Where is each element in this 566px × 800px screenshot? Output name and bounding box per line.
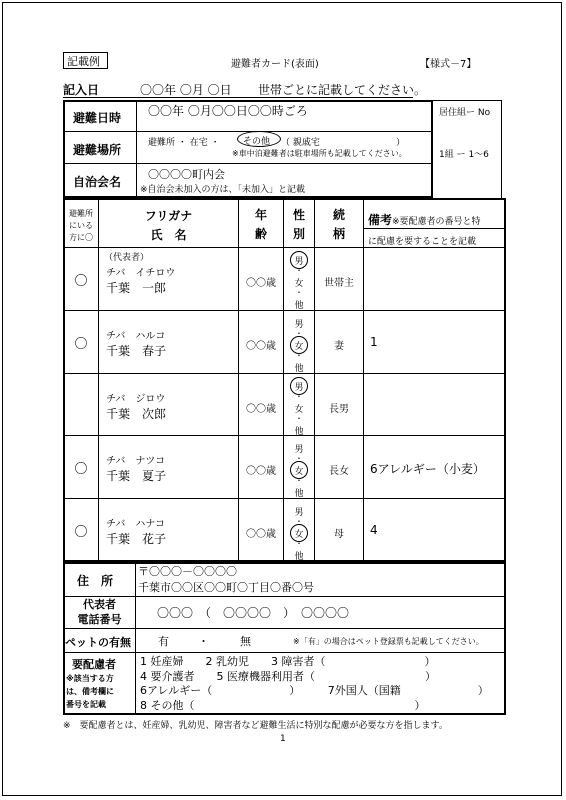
evac-place-options: 避難所 ・ 在宅 ・ — [148, 138, 220, 148]
sex-option: 他 — [294, 427, 304, 437]
district-label: 居住組ー No — [439, 108, 491, 118]
sex-selected-circle — [290, 336, 308, 354]
pet-note: ※「有」の場合はペット登録票も記載してください。 — [293, 637, 484, 646]
pet-yes: 有 — [158, 635, 169, 648]
sex-separator: ・ — [295, 329, 303, 338]
sex-option: 女 — [294, 405, 304, 415]
sex-separator: ・ — [295, 392, 303, 401]
sex-option: 男 — [294, 320, 304, 330]
care-label: 要配慮者 — [72, 658, 116, 671]
sex-option: 女 — [294, 342, 304, 352]
evac-place-other: （ 親戚宅 — [281, 138, 320, 148]
member-relation: 世帯主 — [324, 278, 354, 289]
member-kana: チバ ハルコ — [106, 331, 166, 342]
sex-separator: ・ — [295, 288, 303, 297]
sex-separator: ・ — [295, 351, 303, 360]
sex-option: 男 — [294, 383, 304, 393]
sex-option: 男 — [294, 257, 304, 267]
page-number: 1 — [280, 734, 286, 744]
sex-separator: ・ — [295, 539, 303, 548]
header-name: 氏 名 — [150, 228, 187, 242]
sex-selected-circle — [290, 524, 308, 542]
member-kana: チバ ハナコ — [106, 519, 165, 530]
header-remarks: 備考※要配慮者の番号と特 — [368, 213, 481, 227]
evac-place-label: 避難場所 — [73, 143, 122, 157]
sex-option: 女 — [294, 467, 304, 477]
header-at-shelter: 避難所 にいる 方に〇 — [69, 209, 93, 242]
member-remarks: 4 — [370, 523, 378, 537]
member-name: 千葉 一郎 — [106, 281, 167, 295]
header-sex: 性 別 — [292, 208, 305, 241]
member-relation: 妻 — [334, 341, 344, 352]
member-remarks: 6アレルギー（小麦） — [370, 462, 485, 476]
member-name: 千葉 夏子 — [106, 469, 167, 483]
member-relation: 長男 — [329, 404, 349, 415]
member-age: 〇〇歳 — [246, 466, 276, 477]
pet-dot: ・ — [198, 635, 209, 648]
representative-tag: （代表者） — [104, 253, 150, 263]
sex-separator: ・ — [295, 414, 303, 423]
association-note: ※自治会未加入の方は、「未加入」と記載 — [140, 185, 306, 195]
member-kana: チバ イチロウ — [106, 268, 176, 279]
district-value: 1組 ー 1～6 — [439, 150, 489, 160]
member-relation: 母 — [334, 529, 344, 540]
pet-no: 無 — [240, 635, 251, 648]
header-remarks-note: に配慮を要することを記載 — [368, 237, 477, 247]
member-name: 千葉 春子 — [106, 344, 167, 358]
evac-date-label: 避難日時 — [73, 111, 122, 125]
entry-date-value: 〇〇年 〇月 〇日 — [140, 83, 232, 97]
care-options: 1 妊産婦 2 乳幼児 3 障害者（ ） 4 要介護者 5 医療機器利用者（ ） 6アレルギー（ ） 7外国人（国籍 ） 8 その他（ ） — [140, 655, 489, 712]
evac-place-note: ※車中泊避難者は駐車場所も記載してください。 — [232, 149, 407, 158]
member-name: 千葉 花子 — [106, 532, 167, 546]
example-label: 記載例 — [67, 55, 100, 68]
footnote: ※ 要配慮者とは、妊産婦、乳幼児、障害者など避難生活に特別な配慮が必要な方を指します。 — [63, 721, 448, 731]
pet-label: ペットの有無 — [65, 636, 131, 649]
sex-selected-circle — [290, 461, 308, 479]
sex-separator: ・ — [295, 454, 303, 463]
entry-date-instruction: 世帯ごとに記載してください。 — [258, 83, 427, 97]
sex-option: 男 — [294, 508, 304, 518]
association-value: 〇〇〇〇町内会 — [148, 168, 225, 181]
header-age: 年 齢 — [254, 208, 267, 241]
evac-place-paren-close: ） — [396, 138, 406, 148]
member-kana: チバ ジロウ — [106, 394, 166, 405]
address-label: 住 所 — [77, 574, 114, 588]
member-kana: チバ ナツコ — [106, 456, 166, 467]
member-remarks: 1 — [370, 335, 378, 349]
header-relation: 続 柄 — [332, 208, 345, 241]
entry-date-underline — [63, 97, 413, 98]
member-age: 〇〇歳 — [246, 529, 276, 540]
sex-option: 他 — [294, 489, 304, 499]
sex-selected-circle — [290, 251, 308, 269]
care-note: ※該当する方 は、備考欄に 番号を記載 — [66, 674, 114, 709]
sex-separator: ・ — [295, 476, 303, 485]
address-value: 千葉市〇〇区〇〇町〇丁目〇番〇号 — [138, 581, 314, 594]
member-at-shelter: 〇 — [74, 337, 88, 352]
sex-option: 女 — [294, 279, 304, 289]
member-at-shelter: 〇 — [74, 274, 88, 289]
sex-option: 男 — [294, 445, 304, 455]
sex-separator: ・ — [295, 517, 303, 526]
entry-date-label: 記入日 — [63, 83, 100, 97]
evac-place-selected: その他 — [243, 137, 271, 147]
phone-value: 〇〇〇 （ 〇〇〇〇 ） 〇〇〇〇 — [157, 606, 350, 620]
sex-option: 他 — [294, 364, 304, 374]
address-postal: 〒〇〇〇－〇〇〇〇 — [138, 565, 237, 578]
sex-option: 他 — [294, 301, 304, 311]
phone-label: 代表者 電話番号 — [77, 598, 122, 626]
sex-selected-circle — [290, 377, 308, 395]
member-name: 千葉 次郎 — [106, 407, 167, 421]
association-label: 自治会名 — [73, 175, 122, 189]
evac-date-value: 〇〇年 〇月〇〇日〇〇時ごろ — [148, 104, 308, 118]
card-title: 避難者カード(表面) — [231, 59, 319, 70]
header-furigana: フリガナ — [144, 209, 193, 223]
form-number: 【様式－7】 — [420, 59, 477, 70]
sex-option: 他 — [294, 552, 304, 562]
sex-separator: ・ — [295, 266, 303, 275]
member-at-shelter: 〇 — [74, 525, 88, 540]
member-age: 〇〇歳 — [246, 278, 276, 289]
member-relation: 長女 — [329, 466, 349, 477]
sex-option: 女 — [294, 530, 304, 540]
member-age: 〇〇歳 — [246, 341, 276, 352]
member-at-shelter: 〇 — [74, 462, 88, 477]
member-age: 〇〇歳 — [246, 404, 276, 415]
